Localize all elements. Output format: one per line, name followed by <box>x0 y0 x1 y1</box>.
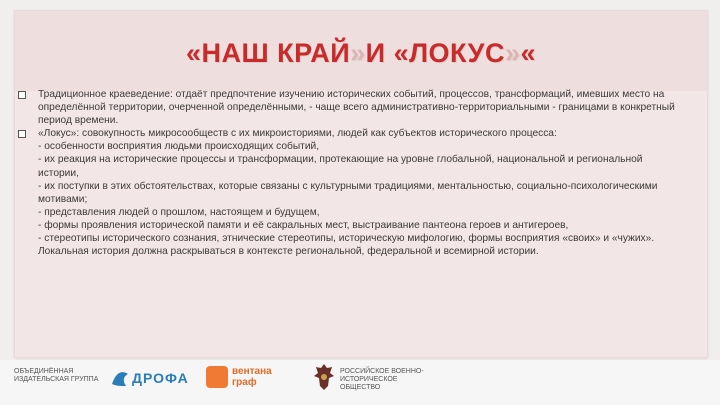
bullet-item: Традиционное краеведение: отдаёт предпочтение изучению исторических событий, процессов, трансформаций, имевших место на определённой территории, очерченной определёнными, - чаще всего административно-территориальными - границами в конкретный период времени. <box>16 88 676 127</box>
bullet-item: «Локус»: совокупность микросообществ с их микроисториями, людей как субъектов исторического процесса: <box>16 127 676 140</box>
rvio-logo: РОССИЙСКОЕ ВОЕННО-ИСТОРИЧЕСКОЕ ОБЩЕСТВО <box>340 368 424 391</box>
checkbox-bullet-icon <box>16 88 38 101</box>
publisher-group-logo: ОБЪЕДИНЁННАЯ ИЗДАТЕЛЬСКАЯ ГРУППА <box>14 368 99 383</box>
slide-title: «НАШ КРАЙ»И «ЛОКУС»« <box>185 38 537 68</box>
conclusion-text: Локальная история должна раскрываться в контексте региональной, федеральной и всемирной истории. <box>38 246 539 258</box>
eagle-emblem-icon <box>313 362 335 392</box>
text-line: - представления людей о прошлом, настоящем и будущем, <box>38 206 320 218</box>
text-line: - их реакция на исторические процессы и трансформации, протекающие на уровне глобальной, национальной и региональной истории, <box>38 154 643 179</box>
ventana-graf-icon <box>206 366 228 388</box>
ventana-graf-logo: вентана граф <box>232 366 272 388</box>
text-line: - стереотипы исторического сознания, этнические стереотипы, историческую мифологию, формы восприятия «своих» и «чужих». <box>38 233 655 245</box>
text-line: - формы проявления исторической памяти и её сакральных мест, выстраивание пантеона героев и антигероев, <box>38 219 569 231</box>
drofa-logo: ДРОФА <box>132 370 189 386</box>
text-line: - их поступки в этих обстоятельствах, которые связаны с культурными традициями, ментальностью, социально-психологическими мотивами; <box>38 180 658 205</box>
checkbox-bullet-icon <box>16 127 38 140</box>
text-line: - особенности восприятия людьми происходящих событий, <box>38 141 320 153</box>
slide-content <box>16 88 676 258</box>
